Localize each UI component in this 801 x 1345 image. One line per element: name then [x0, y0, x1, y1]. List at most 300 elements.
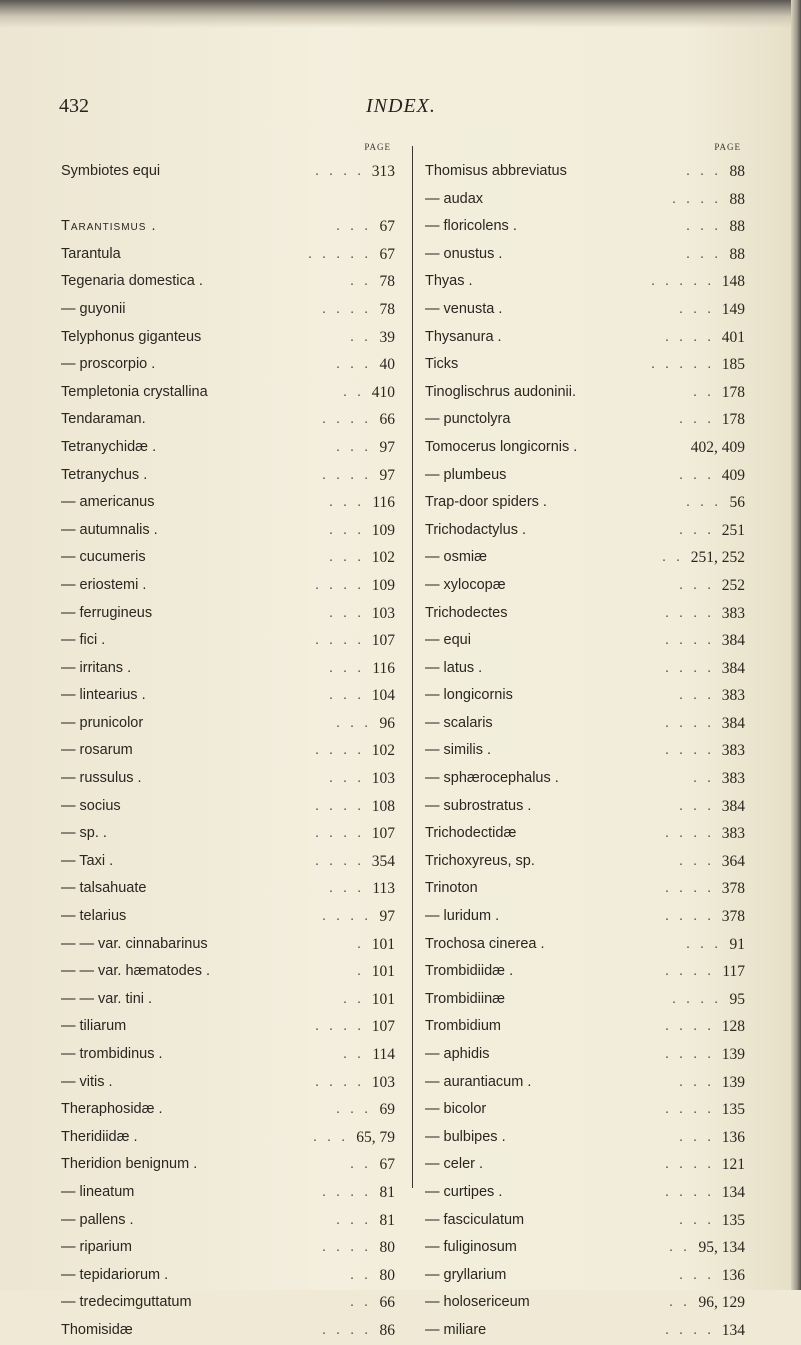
index-entry	[425, 1179, 745, 1207]
index-entry	[61, 1096, 395, 1124]
index-entry	[61, 682, 395, 710]
entry-leader-dots: . . . .	[665, 1101, 715, 1118]
entry-term: — subrostratus .	[425, 797, 532, 814]
entry-term: — Taxi .	[61, 852, 114, 869]
index-entry	[425, 765, 745, 793]
entry-leader-dots: . . . .	[322, 466, 372, 483]
index-entry	[425, 186, 745, 214]
index-entry	[61, 655, 395, 683]
entry-page-number: 313	[371, 163, 395, 180]
entry-leader-dots: . .	[350, 1294, 372, 1311]
entry-page-number: 88	[729, 245, 745, 263]
entry-term: Trombidium	[425, 1018, 502, 1035]
index-entry	[61, 627, 395, 655]
entry-leader-dots: . . . .	[315, 163, 365, 179]
entry-leader-dots: . . .	[336, 438, 372, 455]
scan-top-shadow	[0, 0, 801, 28]
entry-leader-dots: . . . .	[322, 1321, 372, 1338]
entry-term: — luridum .	[425, 908, 500, 925]
entry-page-number: 135	[721, 1101, 745, 1119]
entry-page-number: 252	[721, 576, 745, 594]
entry-term: Trinoton	[425, 880, 478, 897]
entry-page-number: 67	[379, 218, 395, 236]
entry-term: — scalaris	[425, 714, 493, 731]
entry-leader-dots: . .	[343, 383, 365, 400]
entry-term: — telarius	[61, 908, 127, 925]
entry-leader-dots: . .	[350, 328, 372, 345]
entry-leader-dots: . . . .	[322, 1183, 372, 1200]
entry-leader-dots: . . . .	[665, 1156, 715, 1173]
entry-page-number: 134	[721, 1321, 745, 1339]
index-entry	[425, 1207, 745, 1235]
column-divider	[412, 146, 413, 1188]
index-entry	[425, 1041, 745, 1069]
entry-leader-dots: . . .	[679, 300, 715, 317]
entry-leader-dots: . . .	[679, 1266, 715, 1283]
index-entry	[61, 820, 395, 848]
index-entry	[61, 324, 395, 352]
entry-leader-dots: . . .	[336, 218, 372, 235]
index-entry	[425, 324, 745, 352]
entry-term: — similis .	[425, 742, 492, 759]
entry-term: Tarantismus .	[61, 218, 157, 235]
entry-term: — guyonii	[61, 300, 126, 317]
entry-leader-dots: . . .	[336, 1101, 372, 1118]
page-header	[0, 95, 801, 125]
entry-page-number: 39	[379, 328, 395, 346]
entry-page-number: 78	[379, 273, 395, 291]
index-entry	[425, 1069, 745, 1097]
index-entry	[61, 1013, 395, 1041]
index-entry	[425, 986, 745, 1014]
right-index-column	[425, 142, 745, 1345]
index-entry	[61, 1207, 395, 1235]
entry-page-number: 136	[721, 1128, 745, 1146]
entry-term: — venusta .	[425, 300, 503, 317]
index-entry	[425, 406, 745, 434]
entry-leader-dots: . . . .	[322, 300, 372, 317]
entry-leader-dots: . . . .	[665, 714, 715, 731]
index-entry	[425, 1262, 745, 1290]
index-entry	[425, 544, 745, 572]
index-entry	[61, 434, 395, 462]
index-entry	[61, 958, 395, 986]
entry-leader-dots: . . . .	[665, 1321, 715, 1338]
entry-leader-dots: . . . .	[315, 852, 365, 869]
entry-page-number: 102	[371, 742, 395, 760]
entry-term: — — var. hæmatodes .	[61, 963, 211, 980]
page-column-label: PAGE	[364, 142, 391, 152]
index-entry	[61, 600, 395, 628]
entry-term: Theraphosidæ .	[61, 1101, 163, 1118]
entry-page-number: 81	[379, 1183, 395, 1201]
entry-leader-dots: . .	[662, 549, 684, 566]
entry-leader-dots: . . .	[679, 852, 715, 869]
entry-page-number: 402, 409	[690, 438, 745, 456]
entry-page-number: 80	[379, 1266, 395, 1284]
entry-term: — socius	[61, 797, 121, 814]
entry-leader-dots: . . . . .	[651, 273, 715, 290]
entry-leader-dots: . . .	[679, 797, 715, 814]
entry-leader-dots: . . . .	[665, 328, 715, 345]
entry-page-number: 103	[371, 604, 395, 622]
entry-page-number: 378	[721, 908, 745, 926]
index-entry	[425, 793, 745, 821]
index-entry	[61, 351, 395, 379]
entry-leader-dots: . . . .	[665, 963, 715, 980]
index-entry	[425, 710, 745, 738]
entry-leader-dots: . .	[350, 1266, 372, 1283]
entry-term: — fuliginosum	[425, 1239, 517, 1256]
entry-page-number: 78	[379, 300, 395, 318]
entry-page-number: 66	[379, 411, 395, 429]
entry-term: — talsahuate	[61, 880, 147, 897]
entry-term: Trichoxyreus, sp.	[425, 852, 535, 869]
index-entry	[425, 489, 745, 517]
entry-leader-dots: . . .	[679, 1211, 715, 1228]
entry-term: — celer .	[425, 1156, 484, 1173]
entry-page-number: 364	[721, 852, 745, 870]
index-entry	[425, 572, 745, 600]
entry-term: — audax	[425, 190, 484, 207]
entry-page-number: 107	[371, 632, 395, 650]
entry-term: — cucumeris	[61, 549, 146, 566]
index-entry	[61, 1151, 395, 1179]
page-number: 432	[59, 95, 89, 117]
entry-page-number: 410	[371, 383, 395, 401]
entry-page-number: 103	[371, 1073, 395, 1091]
entry-leader-dots: . .	[693, 770, 715, 787]
entry-leader-dots: . . .	[336, 1211, 372, 1228]
entry-term: — autumnalis .	[61, 521, 158, 538]
index-entry	[61, 213, 395, 241]
entry-term: — fici .	[61, 632, 106, 649]
entry-term: Tarantula	[61, 245, 121, 262]
index-entry	[61, 544, 395, 572]
entry-page-number: 102	[371, 549, 395, 567]
entry-page-number: 251, 252	[690, 549, 745, 567]
entry-leader-dots: .	[357, 935, 365, 952]
index-entry	[61, 489, 395, 517]
left-index-column	[61, 142, 395, 1345]
index-entry	[425, 1151, 745, 1179]
entry-leader-dots: . . . .	[322, 411, 372, 428]
entry-page-number: 67	[379, 1156, 395, 1174]
entry-term: — lineatum	[61, 1183, 135, 1200]
entry-leader-dots: . . .	[679, 687, 715, 704]
entry-page-number: 149	[721, 300, 745, 318]
entry-term: — gryllarium	[425, 1266, 507, 1283]
entry-page-number: 91	[729, 935, 745, 953]
entry-page-number: 96, 129	[698, 1294, 745, 1312]
entry-page-number: 185	[721, 356, 745, 374]
entry-page-number: 40	[379, 356, 395, 374]
entry-page-number: 108	[371, 797, 395, 815]
scan-right-edge	[791, 0, 801, 1290]
right-entries-list	[425, 158, 745, 1345]
index-entry	[425, 875, 745, 903]
left-entries-list	[61, 158, 395, 1345]
entry-page-number: 88	[729, 190, 745, 208]
page-title: INDEX.	[366, 95, 436, 117]
entry-term: — vitis .	[61, 1073, 113, 1090]
entry-page-number: 383	[721, 687, 745, 705]
entry-term: Trichodectes	[425, 604, 508, 621]
entry-term: Tinoglischrus audoninii.	[425, 383, 576, 400]
entry-term: — tepidariorum .	[61, 1266, 169, 1283]
index-entry	[425, 627, 745, 655]
index-entry	[425, 1234, 745, 1262]
entry-leader-dots: . .	[343, 1046, 365, 1062]
entry-page-number: 384	[721, 659, 745, 677]
entry-term: Thysanura .	[425, 328, 502, 345]
entry-term: Tomocerus longicornis .	[425, 438, 578, 455]
entry-term: — equi	[425, 632, 471, 649]
entry-page-number: 116	[372, 659, 395, 677]
entry-term: Trombidiidæ .	[425, 963, 514, 980]
index-entry	[61, 1041, 395, 1069]
index-entry	[61, 517, 395, 545]
entry-leader-dots: . . . .	[665, 880, 715, 897]
entry-term: — prunicolor	[61, 714, 144, 731]
index-entry	[61, 406, 395, 434]
entry-term: — — var. tini .	[61, 990, 153, 1007]
entry-page-number: 95	[729, 990, 745, 1008]
index-entry	[425, 296, 745, 324]
entry-term: — proscorpio .	[61, 356, 156, 373]
entry-term: Tetranychus .	[61, 466, 148, 483]
entry-leader-dots: . . .	[329, 770, 365, 787]
entry-term: — onustus .	[425, 245, 503, 262]
entry-term: — xylocopæ	[425, 576, 506, 593]
entry-page-number: 109	[371, 521, 395, 539]
index-entry	[61, 793, 395, 821]
entry-leader-dots: . . .	[313, 1128, 349, 1145]
entry-leader-dots: . . . .	[665, 825, 715, 842]
entry-page-number: 67	[379, 245, 395, 263]
entry-page-number: 139	[721, 1046, 745, 1063]
index-entry	[61, 158, 395, 186]
entry-term: Tegenaria domestica .	[61, 273, 203, 290]
index-entry	[425, 351, 745, 379]
entry-term: Trochosa cinerea .	[425, 935, 545, 952]
entry-term: Thomisus abbreviatus	[425, 163, 567, 179]
entry-term: — lintearius .	[61, 687, 146, 704]
index-entry	[61, 1179, 395, 1207]
entry-leader-dots: . . .	[336, 356, 372, 373]
entry-page-number: 384	[721, 797, 745, 815]
entry-term: — sphærocephalus .	[425, 770, 559, 787]
entry-leader-dots: . . .	[686, 494, 722, 511]
entry-page-number: 135	[721, 1211, 745, 1229]
entry-page-number: 101	[371, 990, 395, 1008]
index-entry	[425, 434, 745, 462]
entry-page-number: 354	[371, 852, 395, 870]
entry-leader-dots: . . .	[679, 576, 715, 593]
entry-page-number: 101	[371, 935, 395, 953]
entry-term: — bicolor	[425, 1101, 487, 1118]
entry-page-number: 134	[721, 1183, 745, 1201]
entry-page-number: 178	[721, 411, 745, 429]
entry-page-number: 97	[379, 908, 395, 926]
index-entry	[425, 1013, 745, 1041]
entry-leader-dots: . . .	[686, 245, 722, 262]
entry-page-number: 409	[721, 466, 745, 484]
index-entry	[425, 682, 745, 710]
entry-page-number: 97	[379, 466, 395, 484]
entry-leader-dots: . .	[350, 273, 372, 290]
entry-leader-dots: .	[357, 963, 365, 980]
index-entry	[61, 1262, 395, 1290]
entry-leader-dots: . . .	[329, 687, 365, 704]
entry-page-number: 95, 134	[698, 1239, 745, 1257]
index-entry	[61, 848, 395, 876]
entry-term: — sp. .	[61, 825, 107, 842]
entry-page-number: 378	[721, 880, 745, 898]
index-entry	[61, 379, 395, 407]
entry-page-number: 101	[371, 963, 395, 981]
index-entry	[425, 655, 745, 683]
entry-term: Telyphonus giganteus	[61, 328, 202, 345]
entry-leader-dots: . . . .	[665, 659, 715, 676]
entry-leader-dots: . . . .	[315, 576, 365, 593]
entry-page-number: 117	[722, 963, 745, 981]
entry-term: — trombidinus .	[61, 1046, 163, 1062]
entry-page-number: 128	[721, 1018, 745, 1036]
entry-page-number: 384	[721, 714, 745, 732]
index-entry	[61, 268, 395, 296]
entry-leader-dots: . . .	[329, 880, 365, 897]
entry-term: — — var. cinnabarinus	[61, 935, 208, 952]
index-entry	[61, 1289, 395, 1317]
entry-term: — latus .	[425, 659, 483, 676]
index-entry	[61, 1317, 395, 1345]
index-entry	[61, 1069, 395, 1097]
entry-page-number: 384	[721, 632, 745, 650]
entry-leader-dots: . .	[693, 383, 715, 400]
entry-leader-dots: . . . .	[665, 908, 715, 925]
entry-leader-dots: . . .	[679, 466, 715, 483]
entry-term: — aphidis	[425, 1046, 490, 1062]
entry-leader-dots: . . .	[329, 494, 365, 511]
index-entry	[425, 268, 745, 296]
entry-page-number: 383	[721, 770, 745, 788]
entry-term: — pallens .	[61, 1211, 134, 1228]
entry-leader-dots: . . . .	[665, 604, 715, 621]
index-entry	[61, 903, 395, 931]
index-entry	[61, 186, 395, 214]
entry-term: — miliare	[425, 1321, 487, 1338]
index-entry	[425, 600, 745, 628]
entry-page-number: 383	[721, 742, 745, 760]
entry-leader-dots: . .	[350, 1156, 372, 1173]
entry-term: Tetranychidæ .	[61, 438, 157, 455]
entry-leader-dots: . .	[669, 1294, 691, 1311]
entry-leader-dots: . . . .	[665, 1183, 715, 1200]
entry-term: Trichodactylus .	[425, 521, 526, 538]
entry-term: — aurantiacum .	[425, 1073, 532, 1090]
entry-leader-dots: . .	[343, 990, 365, 1007]
index-entry	[61, 1124, 395, 1152]
index-entry	[425, 1317, 745, 1345]
entry-leader-dots: . . . .	[665, 1018, 715, 1035]
entry-leader-dots: . . .	[329, 521, 365, 538]
entry-page-number: 86	[379, 1321, 395, 1339]
entry-leader-dots: . . . .	[315, 1018, 365, 1035]
entry-leader-dots: . . . .	[315, 742, 365, 759]
entry-leader-dots: . . .	[679, 411, 715, 428]
entry-leader-dots: . . . .	[665, 1046, 715, 1062]
entry-term: Theridion benignum .	[61, 1156, 198, 1173]
entry-page-number: 96	[379, 714, 395, 732]
entry-leader-dots: . . . .	[322, 1239, 372, 1256]
entry-leader-dots: . . .	[336, 714, 372, 731]
entry-term: — irritans .	[61, 659, 132, 676]
entry-leader-dots: . . . .	[322, 908, 372, 925]
index-entry	[61, 572, 395, 600]
entry-term: Thyas .	[425, 273, 473, 290]
entry-leader-dots: . . . .	[315, 632, 365, 649]
index-entry	[425, 903, 745, 931]
entry-page-number: 80	[379, 1239, 395, 1257]
entry-page-number: 148	[721, 273, 745, 291]
entry-leader-dots: . . .	[329, 604, 365, 621]
index-entry	[425, 241, 745, 269]
entry-term: — bulbipes .	[425, 1128, 506, 1145]
entry-leader-dots: . . .	[686, 218, 722, 235]
index-entry	[425, 517, 745, 545]
entry-leader-dots: . . . .	[315, 797, 365, 814]
entry-term: — rosarum	[61, 742, 133, 759]
index-entry	[61, 710, 395, 738]
entry-page-number: 121	[721, 1156, 745, 1174]
entry-page-number: 109	[371, 576, 395, 594]
index-entry	[61, 296, 395, 324]
entry-term: Thomisidæ	[61, 1321, 133, 1338]
entry-page-number: 107	[371, 1018, 395, 1036]
entry-page-number: 383	[721, 604, 745, 622]
entry-term: Tendaraman.	[61, 411, 146, 428]
entry-term: — riparium	[61, 1239, 132, 1256]
entry-page-number: 114	[372, 1046, 395, 1063]
entry-term: — curtipes .	[425, 1183, 503, 1200]
entry-term: — eriostemi .	[61, 576, 147, 593]
entry-page-number: 56	[729, 494, 745, 512]
entry-term: Trichodectidæ	[425, 825, 517, 842]
entry-term: — floricolens .	[425, 218, 517, 235]
entry-term: Trap-door spiders .	[425, 494, 547, 511]
index-entry	[61, 986, 395, 1014]
entry-leader-dots: . . .	[686, 163, 722, 179]
entry-page-number: 251	[721, 521, 745, 539]
index-entry	[425, 158, 745, 186]
entry-term: Ticks	[425, 356, 459, 373]
entry-term: — longicornis	[425, 687, 513, 704]
entry-term: — americanus	[61, 494, 155, 511]
entry-page-number: 65, 79	[356, 1128, 395, 1146]
index-entry	[61, 737, 395, 765]
entry-page-number: 139	[721, 1073, 745, 1091]
index-entry	[61, 931, 395, 959]
entry-leader-dots: . .	[669, 1239, 691, 1256]
entry-term: — plumbeus	[425, 466, 507, 483]
page-column-label: PAGE	[714, 142, 741, 152]
entry-page-number: 401	[721, 328, 745, 346]
entry-page-number: 107	[371, 825, 395, 843]
entry-term: — ferrugineus	[61, 604, 153, 621]
entry-term: — osmiæ	[425, 549, 488, 566]
entry-leader-dots: . . . .	[665, 742, 715, 759]
